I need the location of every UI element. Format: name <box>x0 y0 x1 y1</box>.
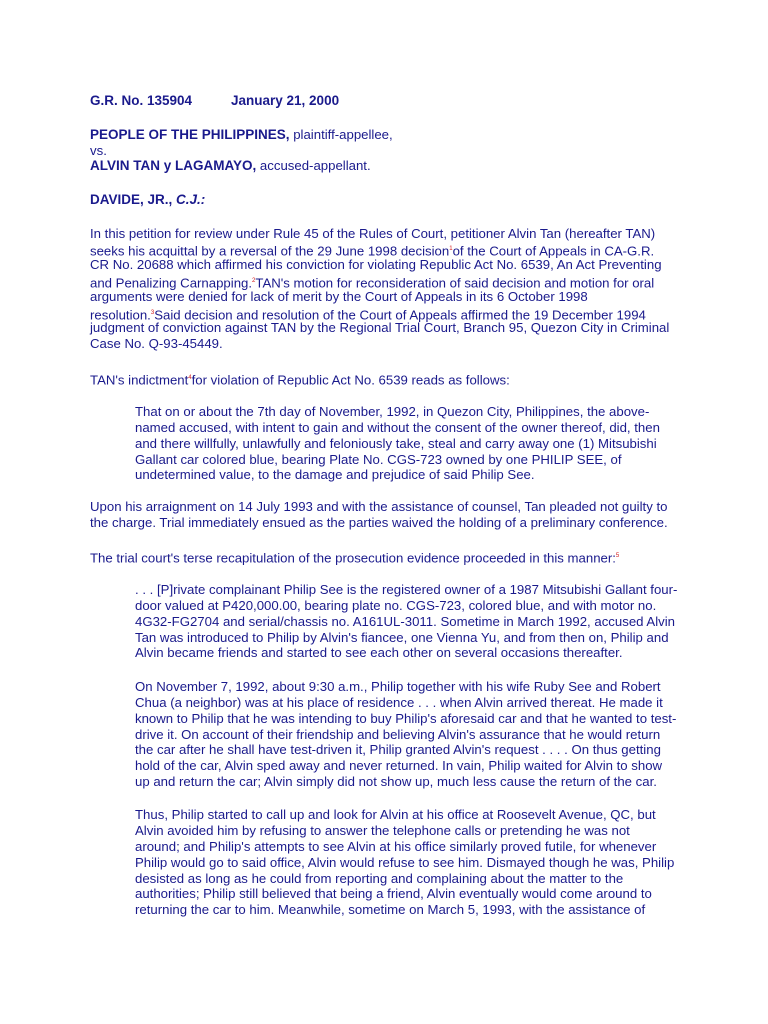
quote-line: Alvin avoided him by refusing to answer the telephone calls or pretending he was not <box>135 823 630 838</box>
paragraph-line: Case No. Q-93-45449. <box>90 336 223 351</box>
accused-line <box>90 158 371 174</box>
plaintiff-name: PEOPLE OF THE PHILIPPINES, <box>90 127 290 142</box>
footnote-link[interactable]: 2 <box>252 278 256 284</box>
quote-line: desisted as long as he could from reporting and complaining about the matter to the <box>135 871 624 886</box>
paragraph-line <box>90 548 619 566</box>
quote-line: drive it. On account of their friendship and believing Alvin's assurance that he would return <box>135 727 661 742</box>
text-span: of the Court of Appeals in CA-G.R. <box>452 243 655 259</box>
plaintiff-role: plaintiff-appellee, <box>289 127 393 142</box>
versus-label: vs. <box>90 143 107 158</box>
gr-number: G.R. No. 135904 <box>90 93 193 108</box>
footnote-link[interactable]: 1 <box>449 246 453 252</box>
text-span: seeks his acquittal by a reversal of the 29 June 1998 decision <box>90 243 450 259</box>
paragraph-line: Upon his arraignment on 14 July 1993 and with the assistance of counsel, Tan pleaded not guilty to <box>90 499 668 514</box>
quote-line: the car after he shall have test-driven it, Philip granted Alvin's request . . . . On thus getting <box>135 742 661 757</box>
quote-line: up and return the car; Alvin simply did not show up, much less cause the return of the car. <box>135 774 657 789</box>
quote-line: door valued at P420,000.00, bearing plate no. CGS-723, colored blue, and with motor no. <box>135 598 657 613</box>
text-span: resolution. <box>90 307 151 323</box>
quote-line: On November 7, 1992, about 9:30 a.m., Philip together with his wife Ruby See and Robert <box>135 679 661 694</box>
quote-line: Philip would go to said office, Alvin would refuse to see him. Dismayed though he was, Philip <box>135 855 675 870</box>
text-span: and Penalizing Carnapping. <box>90 275 253 291</box>
accused-name: ALVIN TAN y LAGAMAYO, <box>90 158 257 173</box>
footnote-link[interactable]: 3 <box>150 310 155 316</box>
quote-line: . . . [P]rivate complainant Philip See is the registered owner of a 1987 Mitsubishi Gallant four- <box>135 582 678 597</box>
accused-role: accused-appellant. <box>256 158 371 173</box>
quote-line: and there willfully, unlawfully and feloniously take, steal and carry away one (1) Mitsubishi <box>135 436 657 451</box>
text-span: Said decision and resolution of the Court of Appeals affirmed the 19 December 1994 <box>154 307 646 323</box>
footnote-link[interactable]: 4 <box>188 375 192 381</box>
quote-line: Thus, Philip started to call up and look for Alvin at his office at Roosevelt Avenue, QC, but <box>135 807 656 822</box>
quote-line: named accused, with intent to gain and without the consent of the owner thereof, did, then <box>135 420 660 435</box>
paragraph-line: CR No. 20688 which affirmed his conviction for violating Republic Act No. 6539, An Act Preventing <box>90 257 662 272</box>
text-span: The trial court's terse recapitulation of the prosecution evidence proceeded in this manner: <box>90 550 616 566</box>
ponente-line <box>90 192 205 208</box>
decision-date: January 21, 2000 <box>231 93 340 108</box>
justice-name: DAVIDE, JR., <box>90 192 177 207</box>
paragraph-line: arguments were denied for lack of merit by the Court of Appeals in its 6 October 1998 <box>90 289 588 304</box>
quote-line: That on or about the 7th day of November, 1992, in Quezon City, Philippines, the above- <box>135 404 650 419</box>
quote-line: hold of the car, Alvin sped away and never returned. In vain, Philip waited for Alvin to show <box>135 758 663 773</box>
quote-line: undetermined value, to the damage and prejudice of said Philip See. <box>135 467 535 482</box>
quote-line: Alvin became friends and started to see each other on several occasions thereafter. <box>135 645 623 660</box>
quote-line: around; and Philip's attempts to see Alvin at his office similarly proved futile, for whenever <box>135 839 657 854</box>
quote-line: authorities; Philip still believed that being a friend, Alvin eventually would come around to <box>135 886 652 901</box>
text-span: TAN's indictment <box>90 372 189 388</box>
quote-line: returning the car to him. Meanwhile, sometime on March 5, 1993, with the assistance of <box>135 902 646 917</box>
quote-line: Gallant car colored blue, bearing Plate No. CGS-723 owned by one PHILIP SEE, of <box>135 452 622 467</box>
paragraph-line: In this petition for review under Rule 45 of the Rules of Court, petitioner Alvin Tan (hereafter TAN) <box>90 226 656 241</box>
text-span: for violation of Republic Act No. 6539 reads as follows: <box>191 372 510 388</box>
plaintiff-line <box>90 127 393 143</box>
quote-line: 4G32-FG2704 and serial/chassis no. A161UL-3011. Sometime in March 1992, accused Alvin <box>135 614 676 629</box>
text-span: TAN's motion for reconsideration of said decision and motion for oral <box>255 275 655 291</box>
paragraph-line: the charge. Trial immediately ensued as the parties waived the holding of a preliminary conference. <box>90 515 668 530</box>
quote-line: known to Philip that he was intending to buy Philip's aforesaid car and that he wanted to test- <box>135 711 677 726</box>
footnote-link[interactable]: 5 <box>615 553 620 559</box>
quote-line: Tan was introduced to Philip by Alvin's fiancee, one Vienna Yu, and from then on, Philip and <box>135 630 669 645</box>
paragraph-line: judgment of conviction against TAN by the Regional Trial Court, Branch 95, Quezon City in Criminal <box>90 320 670 335</box>
paragraph-line <box>90 370 510 388</box>
justice-title: C.J.: <box>176 192 206 207</box>
quote-line: Chua (a neighbor) was at his place of residence . . . when Alvin arrived thereat. He made it <box>135 695 663 710</box>
